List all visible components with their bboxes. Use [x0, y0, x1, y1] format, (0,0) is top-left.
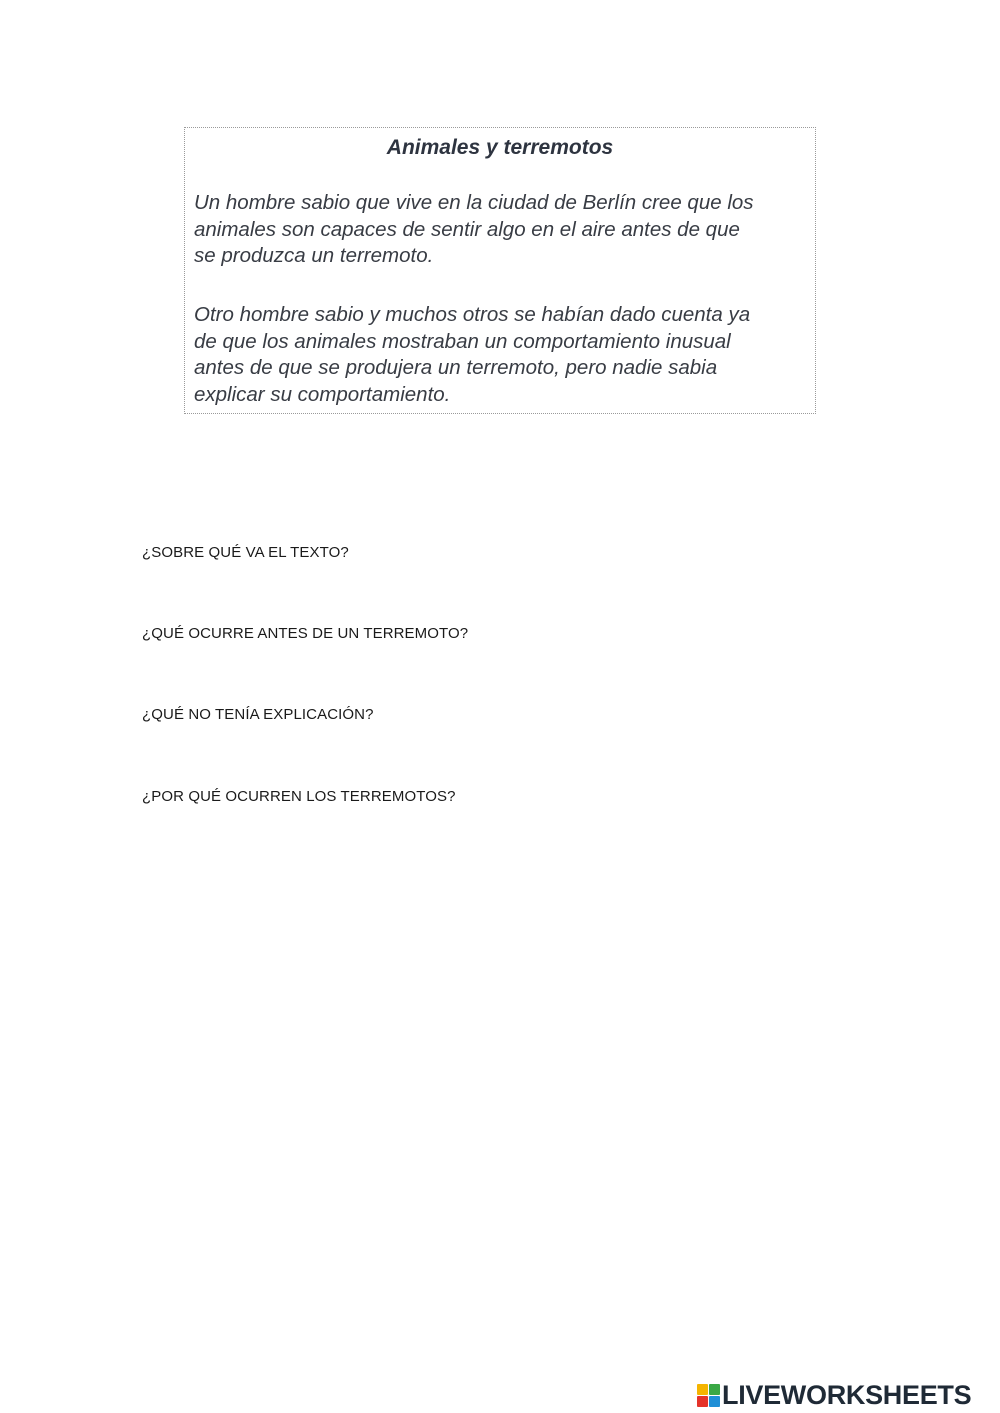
reading-paragraph-1 [194, 190, 807, 270]
reading-text-box [184, 127, 816, 414]
question-3: ¿QUÉ NO TENÍA EXPLICACIÓN? [142, 706, 374, 723]
paragraph-line: Un hombre sabio que vive en la ciudad de Berlín cree que los [194, 191, 754, 214]
question-2: ¿QUÉ OCURRE ANTES DE UN TERREMOTO? [142, 625, 469, 642]
paragraph-line: se produzca un terremoto. [194, 244, 434, 267]
paragraph-line: de que los animales mostraban un comportamiento inusual [194, 329, 731, 353]
reading-title: Animales y terremotos [386, 136, 614, 159]
liveworksheets-logo-icon [697, 1384, 720, 1407]
paragraph-line: Otro hombre sabio y muchos otros se habían dado cuenta ya [194, 303, 751, 326]
paragraph-line: explicar su comportamiento. [194, 382, 451, 406]
paragraph-line: animales son capaces de sentir algo en el aire antes de que [194, 217, 740, 241]
liveworksheets-branding [697, 1380, 971, 1410]
reading-paragraph-2 [194, 302, 807, 408]
paragraph-line: antes de que se produjera un terremoto, pero nadie sabia [194, 356, 718, 379]
brand-name: LIVEWORKSHEETS [722, 1379, 972, 1410]
question-1: ¿SOBRE QUÉ VA EL TEXTO? [142, 544, 349, 561]
question-4: ¿POR QUÉ OCURREN LOS TERREMOTOS? [142, 788, 456, 805]
